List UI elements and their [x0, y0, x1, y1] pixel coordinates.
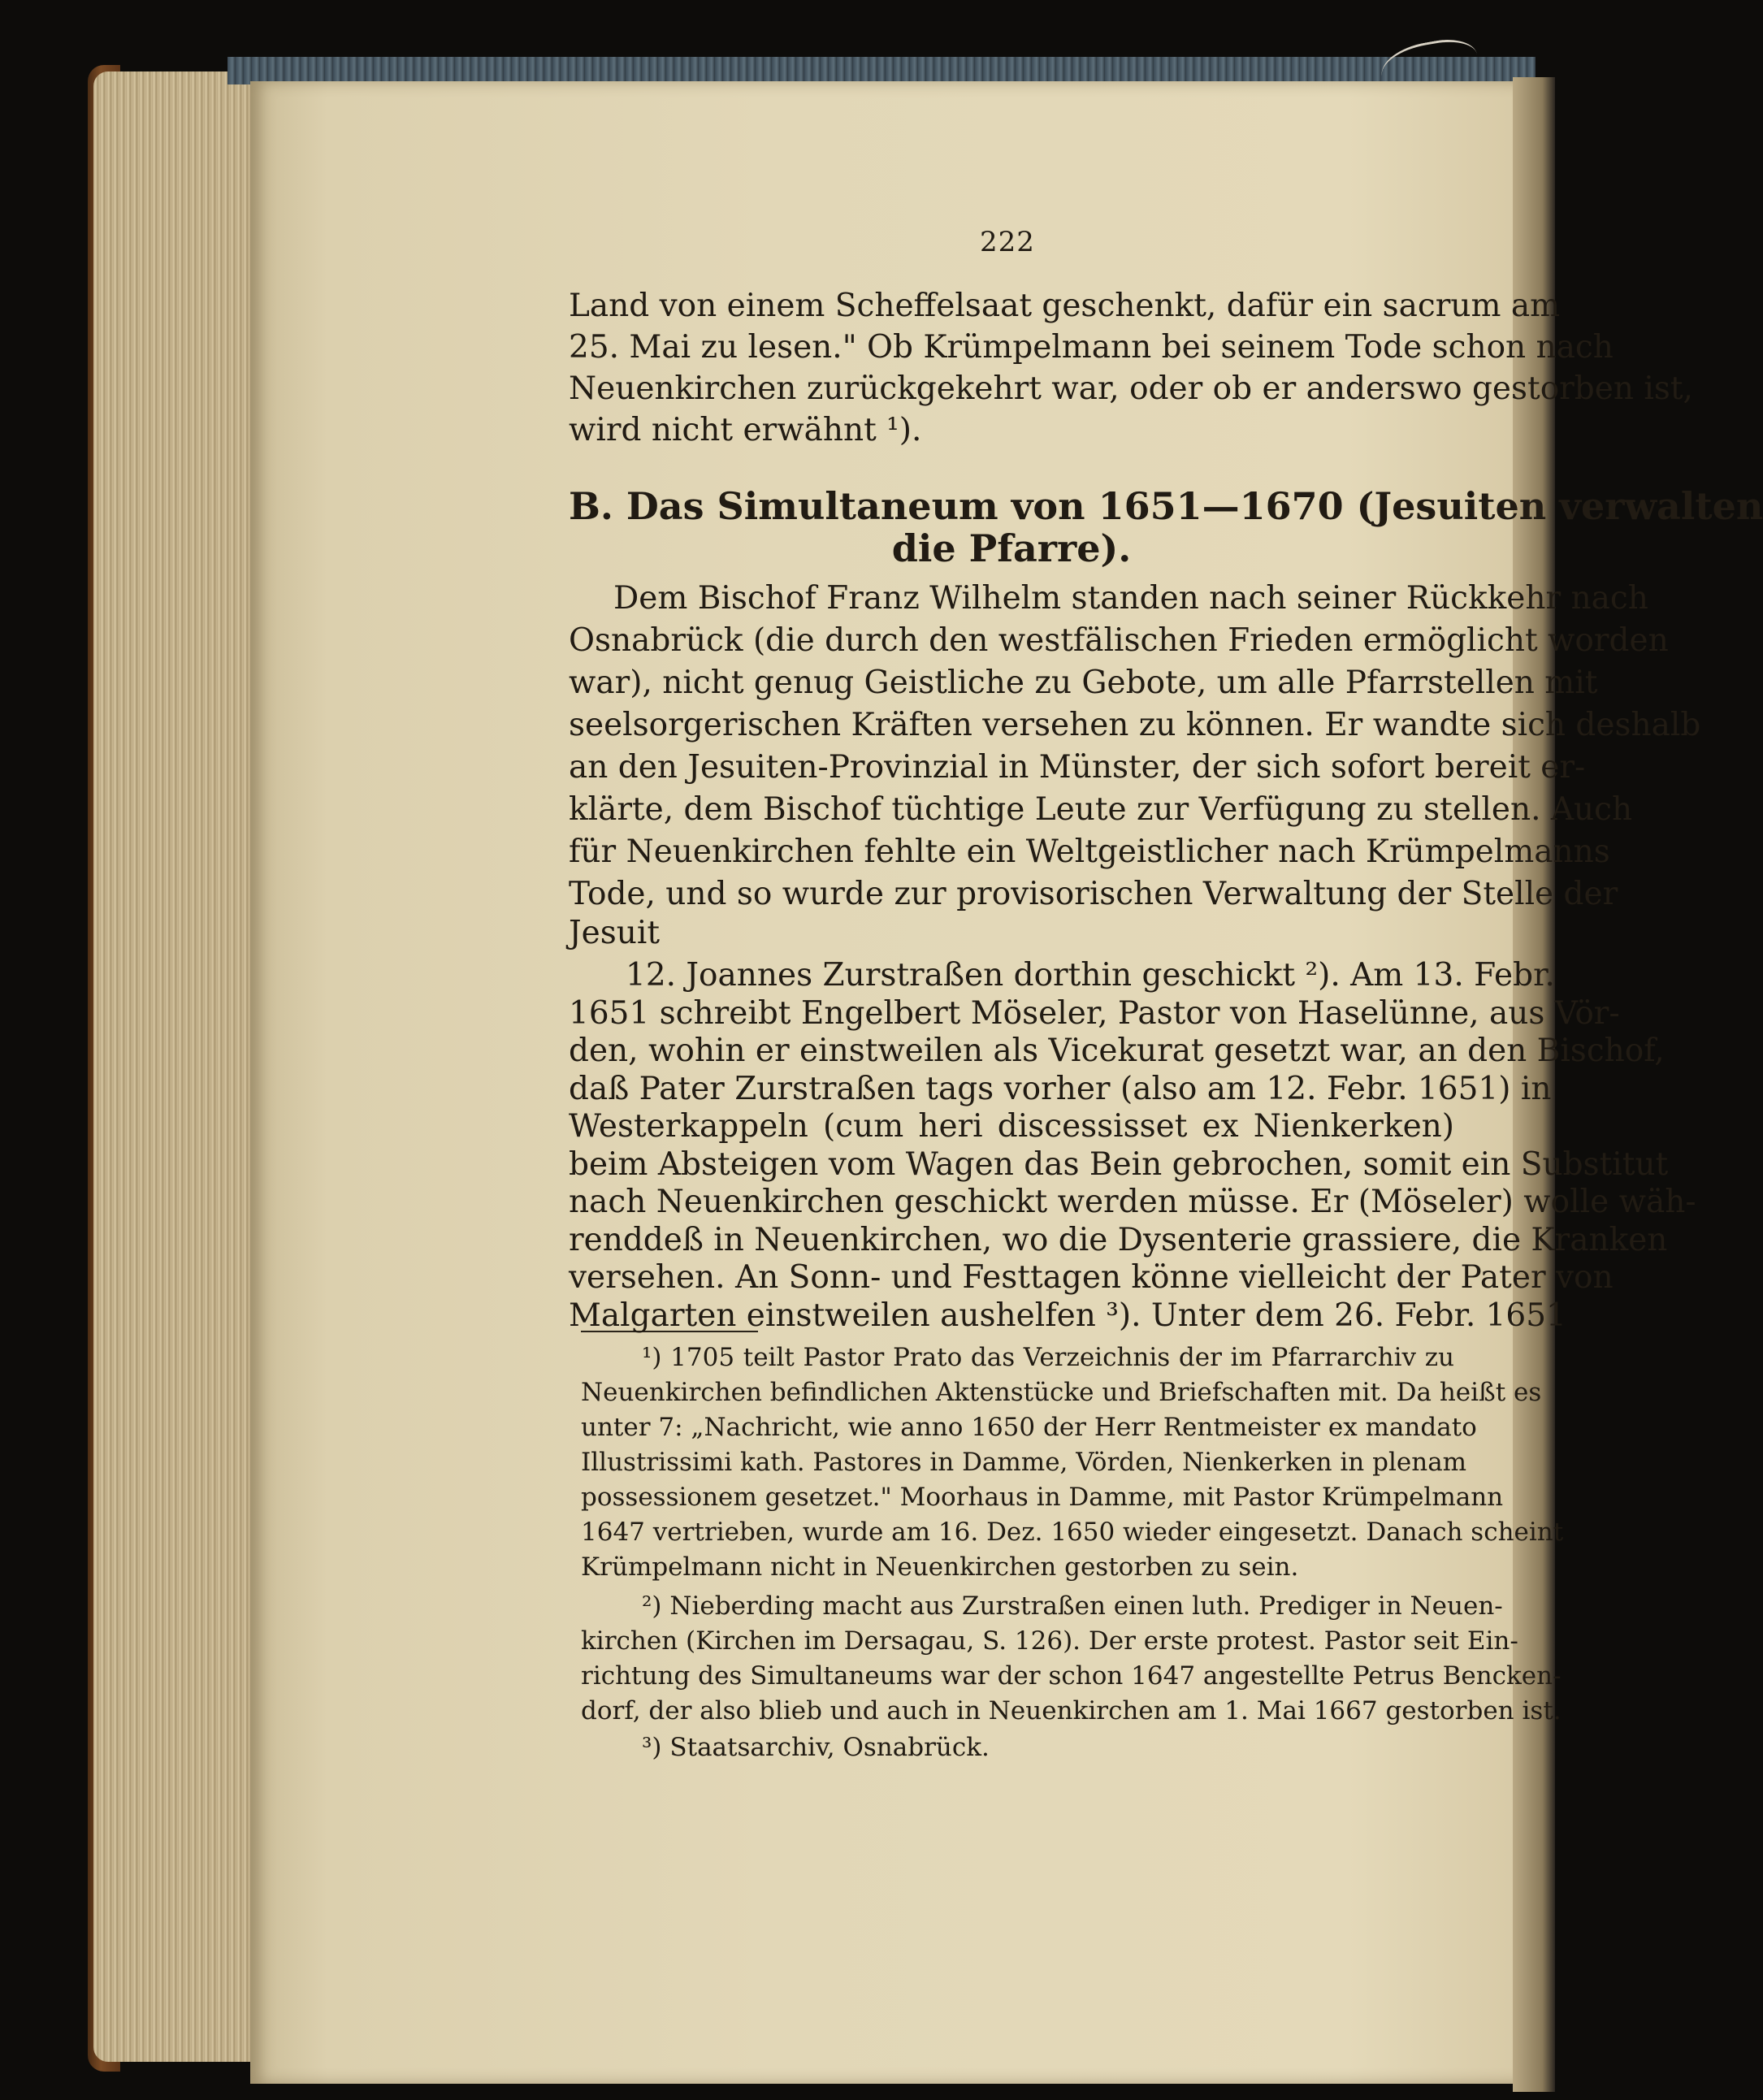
body-line: renddeß in Neuenkirchen, wo die Dysenterie grassiere, die Kranken [569, 1221, 1668, 1258]
footnote-line: dorf, der also blieb und auch in Neuenkirchen am 1. Mai 1667 gestorben ist. [581, 1696, 1562, 1725]
footnote-line: ²) Nieberding macht aus Zurstraßen einen luth. Prediger in Neuen- [642, 1591, 1503, 1621]
body-line: Westerkappeln (cum heri discessisset ex Nienkerken) [569, 1108, 1454, 1145]
section-heading: B. Das Simultaneum von 1651—1670 (Jesuiten verwalten [569, 484, 1763, 528]
body-line: beim Absteigen vom Wagen das Bein gebrochen, somit ein Substitut [569, 1145, 1669, 1183]
body-line: 1651 schreibt Engelbert Möseler, Pastor von Haselünne, aus Vör- [569, 994, 1620, 1032]
body-line: Dem Bischof Franz Wilhelm standen nach seiner Rückkehr nach [613, 580, 1648, 617]
body-line: Malgarten einstweilen aushelfen ³). Unter dem 26. Febr. 1651 [569, 1297, 1566, 1334]
body-line: Neuenkirchen zurückgekehrt war, oder ob er anderswo gestorben ist, [569, 370, 1693, 407]
footnote-line: ¹) 1705 teilt Pastor Prato das Verzeichnis der im Pfarrarchiv zu [642, 1343, 1454, 1372]
footnote-line: kirchen (Kirchen im Dersagau, S. 126). Der erste protest. Pastor seit Ein- [581, 1626, 1518, 1656]
body-line: nach Neuenkirchen geschickt werden müsse. Er (Möseler) wolle wäh- [569, 1184, 1696, 1220]
footnote-line: Neuenkirchen befindlichen Aktenstücke und Briefschaften mit. Da heißt es [581, 1378, 1542, 1407]
footnote-line: unter 7: „Nachricht, wie anno 1650 der Herr Rentmeister ex mandato [581, 1413, 1477, 1442]
body-line: klärte, dem Bischof tüchtige Leute zur Verfügung zu stellen. Auch [569, 791, 1633, 828]
footnote-line: 1647 vertrieben, wurde am 16. Dez. 1650 wieder eingesetzt. Danach scheint [581, 1518, 1564, 1547]
body-line: 12. Joannes Zurstraßen dorthin geschickt ²). Am 13. Febr. [626, 957, 1555, 994]
body-line: Jesuit [569, 915, 660, 951]
body-line: war), nicht genug Geistliche zu Gebote, um alle Pfarrstellen mit [569, 665, 1598, 701]
footnote-line: richtung des Simultaneums war der schon 1647 angestellte Petrus Bencken- [581, 1661, 1562, 1691]
footnote-line: Krümpelmann nicht in Neuenkirchen gestorben zu sein. [581, 1552, 1299, 1582]
body-line: Osnabrück (die durch den westfälischen Frieden ermöglicht worden [569, 622, 1669, 659]
body-line: seelsorgerischen Kräften versehen zu können. Er wandte sich deshalb [569, 707, 1701, 743]
section-heading-cont: die Pfarre). [891, 526, 1132, 570]
body-line: für Neuenkirchen fehlte ein Weltgeistlicher nach Krümpelmanns [569, 834, 1610, 870]
body-line: den, wohin er einstweilen als Vicekurat gesetzt war, an den Bischof, [569, 1033, 1665, 1069]
body-line: 25. Mai zu lesen." Ob Krümpelmann bei seinem Tode schon nach [569, 329, 1614, 366]
footnote-line: ³) Staatsarchiv, Osnabrück. [642, 1733, 990, 1762]
body-line: wird nicht erwähnt ¹). [569, 412, 922, 448]
body-line: versehen. An Sonn- und Festtagen könne vielleicht der Pater von [569, 1259, 1614, 1296]
body-line: daß Pater Zurstraßen tags vorher (also am 12. Febr. 1651) in [569, 1070, 1552, 1107]
body-line: an den Jesuiten-Provinzial in Münster, der sich sofort bereit er- [569, 749, 1586, 786]
body-line: Tode, und so wurde zur provisorischen Verwaltung der Stelle der [569, 876, 1618, 912]
footnote-line: possessionem gesetzet." Moorhaus in Damme, mit Pastor Krümpelmann [581, 1483, 1504, 1512]
body-line: Land von einem Scheffelsaat geschenkt, dafür ein sacrum am [569, 288, 1561, 324]
page-number: 222 [980, 226, 1035, 258]
footnote-line: Illustrissimi kath. Pastores in Damme, Vörden, Nienkerken in plenam [581, 1448, 1467, 1477]
